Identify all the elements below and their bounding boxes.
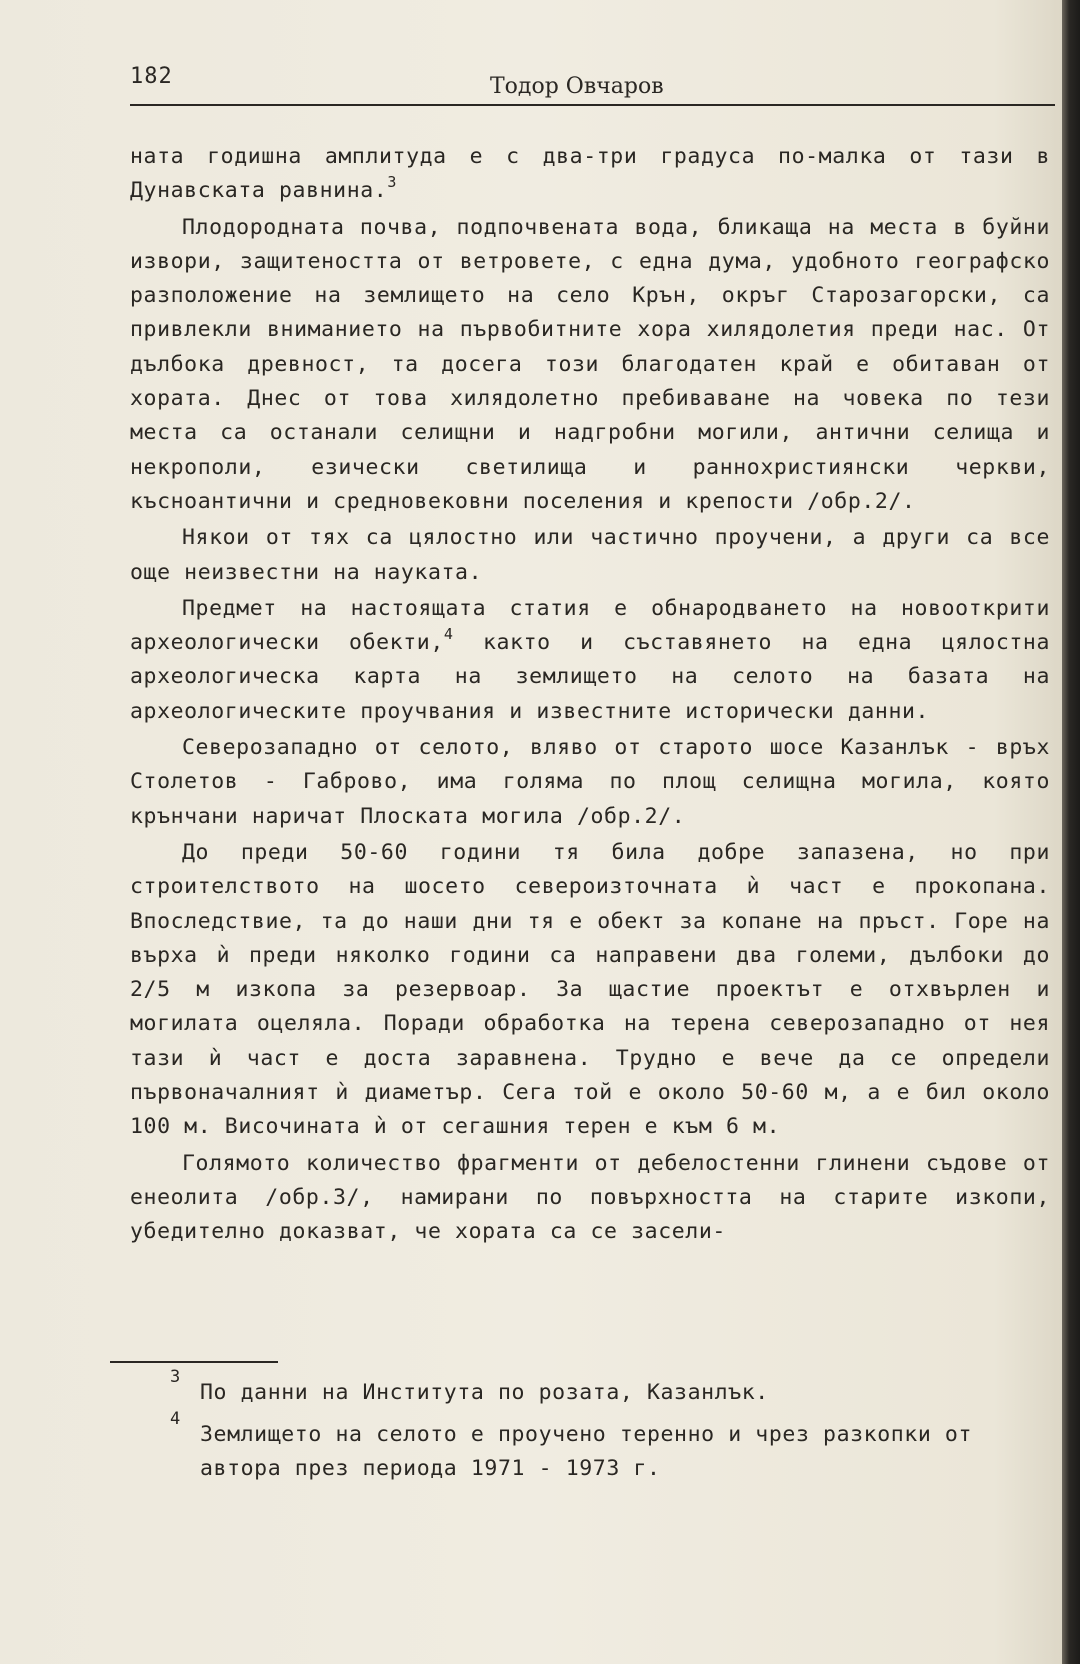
footnote-marker: 4 <box>170 1409 181 1429</box>
book-spine-edge <box>1062 0 1080 1664</box>
paragraph: Предмет на настоящата статия е обнародването на новооткрити археологически обекти,$^4$ както и съставянето на една цялостна археологическа карта на землището на селото на базата на археологическите проучвания и известните исторически данни. <box>130 595 1050 724</box>
footnote-ref: 3 <box>387 173 397 192</box>
footnote-text: По данни на Института по розата, Казанлък. <box>200 1380 769 1405</box>
paragraph: До преди 50-60 години тя била добре запазена, но при строителството на шосето североизточната ѝ част е прокопана. Впоследствие, та до наши дни тя е обект за копане на пръст. Горе на върха ѝ преди няколко години са направени два големи, дълбоки до 2/5 м изкопа за резервоар. За щастие проектът е отхвърлен и могилата оцеляла. Поради обработка на терена северозападно от нея тази ѝ част е доста заравнена. Трудно е вече да се определи първоначалният ѝ диаметър. Сега той е около 50-60 м, а е бил около 100 м. Височината ѝ от сегашния терен е към 6 м. <box>130 839 1050 1140</box>
paragraph: Северозападно от селото, вляво от старото шосе Казанлък - връх Столетов - Габрово, има голяма по площ селищна могила, която крънчани наричат Плоската могила /обр.2/. <box>130 735 1050 829</box>
footnote-divider <box>110 1361 278 1363</box>
running-title: Тодор Овчаров <box>490 74 664 99</box>
footnote-marker: 3 <box>170 1367 181 1387</box>
page-number: 182 <box>130 64 173 89</box>
footnote <box>130 1367 1050 1410</box>
paragraph: Плодородната почва, подпочвената вода, бликаща на места в буйни извори, защитеността от ветровете, с една дума, удобното географско разположение на землището на село Крън, окръг Старозагорски, са привлекли вниманието на първобитните хора хилядолетия преди нас. От дълбока древност, та досега този благодатен край е обитаван от хората. Днес от това хилядолетно пребиваване на човека по тези места са останали селищни и надгробни могили, антични селища и некрополи, езически светилища и раннохристиянски черкви, късноантични и средновековни поселения и крепости /обр.2/. <box>130 214 1050 514</box>
footnotes <box>130 1367 1050 1494</box>
paragraph: Някои от тях са цялостно или частично проучени, а други са все още неизвестни на науката. <box>130 525 1050 585</box>
footnote <box>130 1409 1050 1486</box>
paragraph: ната годишна амплитуда е с два-три градуса по-малка от тази в Дунавската равнина.$^3$ <box>130 144 1050 204</box>
page-header <box>130 64 1055 106</box>
paragraph: Голямото количество фрагменти от дебелостенни глинени съдове от енеолита /обр.3/, намирани по повърхността на старите изкопи, убедително доказват, че хората са се засели- <box>130 1150 1050 1245</box>
footnote-text: Землището на селото е проучено теренно и чрез разкопки от автора през периода 1971 - 1973 г. <box>200 1422 973 1481</box>
footnote-ref: 4 <box>443 625 454 644</box>
body-text <box>130 140 1050 1250</box>
